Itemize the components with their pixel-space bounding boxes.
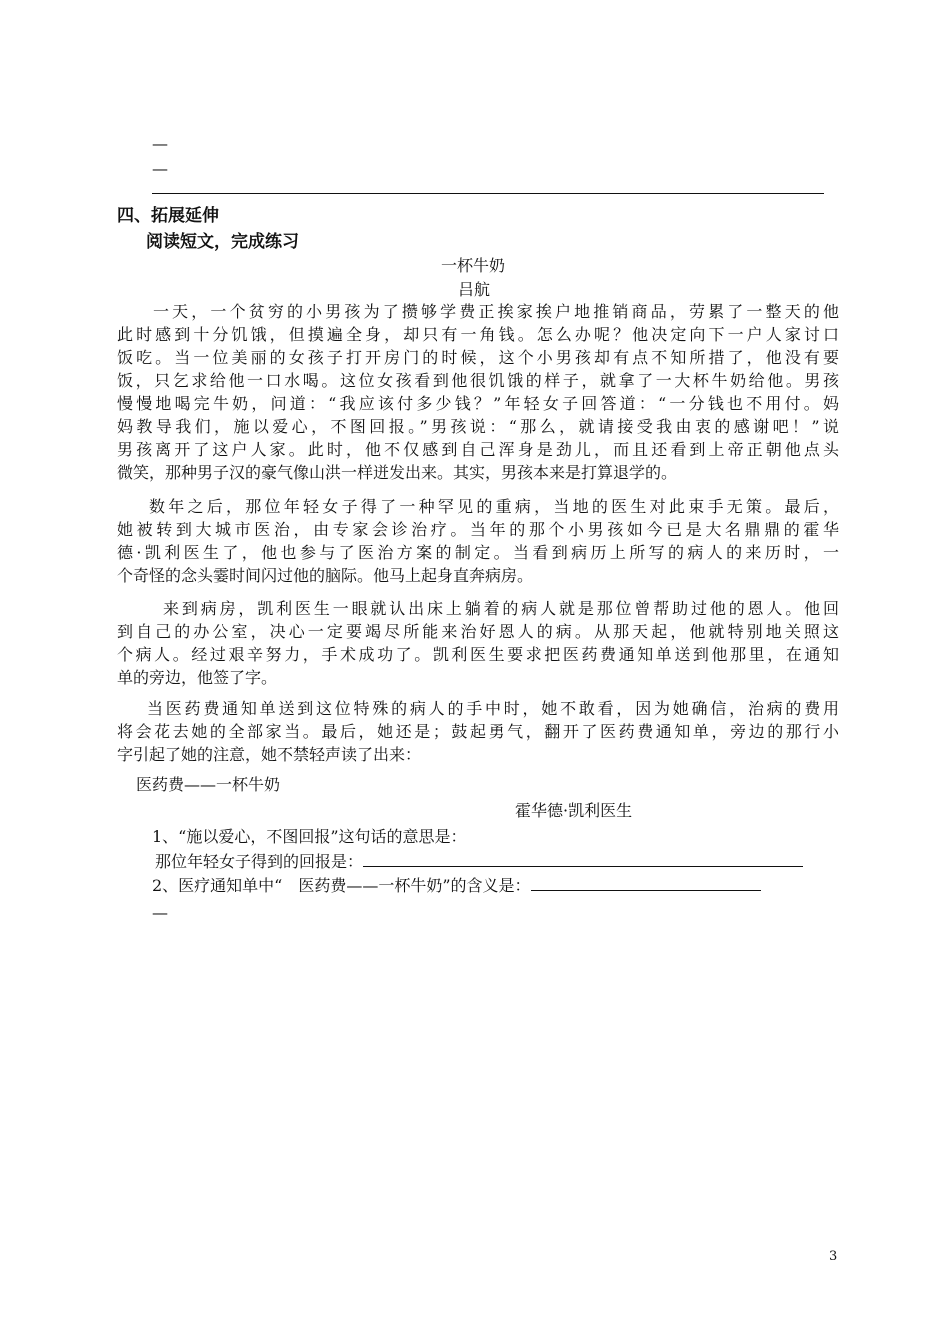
text-line: 字引起了她的注意，她不禁轻声读了出来： xyxy=(117,745,422,764)
signature: 霍华德·凯利医生 xyxy=(515,801,633,820)
article-author: 吕航 xyxy=(458,280,491,299)
text-line: 来到病房，凯利医生一眼就认出床上躺着的病人就是那位曾帮助过他的恩人。他回 xyxy=(163,599,839,618)
text-line: 饭，只乞求给他一口水喝。这位女孩看到他很饥饿的样子，就拿了一大杯牛奶给他。男孩 xyxy=(117,371,839,390)
text-line: 妈教导我们，施以爱心，不图回报。”男孩说：“那么，就请接受我由衷的感谢吧！”说 xyxy=(117,417,839,436)
page-number: 3 xyxy=(829,1249,838,1264)
article-paragraph-1 xyxy=(117,300,839,484)
text-line: 一天，一个贫穷的小男孩为了攒够学费正挨家挨户地推销商品，劳累了一整天的他 xyxy=(153,302,839,321)
text-line: 个奇怪的念头霎时间闪过他的脑际。他马上起身直奔病房。 xyxy=(117,566,534,585)
text-line: 她被转到大城市医治，由专家会诊治疗。当年的那个小男孩如今已是大名鼎鼎的霍华 xyxy=(117,520,839,539)
section-heading: 四、拓展延伸 xyxy=(117,206,219,226)
question-1-sub xyxy=(155,849,803,872)
text-line: 将会花去她的全部家当。最后，她还是；鼓起勇气，翻开了医药费通知单，旁边的那行小 xyxy=(117,722,839,741)
question-1: 1、“施以爱心，不图回报”这句话的意思是： xyxy=(152,827,467,846)
text-line: 饭吃。当一位美丽的女孩子打开房门的时候，这个小男孩却有点不知所措了，他没有要 xyxy=(117,348,839,367)
text-line: 男孩离开了这户人家。此时，他不仅感到自己浑身是劲儿，而且还看到上帝正朝他点头 xyxy=(117,440,839,459)
section-instruction: 阅读短文，完成练习 xyxy=(146,232,299,252)
article-paragraph-2 xyxy=(117,495,839,587)
answer-line xyxy=(152,193,824,194)
text-line: 到自己的办公室，决心一定要竭尽所能来治好恩人的病。从那天起，他就特别地关照这 xyxy=(117,622,839,641)
question-2 xyxy=(152,873,761,896)
answer-dash: — xyxy=(152,159,168,178)
question-1-sub-label: 那位年轻女子得到的回报是： xyxy=(155,852,364,871)
question-2-label: 2、医疗通知单中“ 医药费——一杯牛奶”的含义是： xyxy=(152,876,531,895)
text-line: 慢慢地喝完牛奶，问道：“我应该付多少钱？”年轻女子回答道：“一分钱也不用付。妈 xyxy=(117,394,839,413)
answer-dash: — xyxy=(152,134,168,153)
answer-blank[interactable] xyxy=(531,874,761,891)
text-line: 微笑，那种男子汉的豪气像山洪一样迸发出来。其实，男孩本来是打算退学的。 xyxy=(117,463,678,482)
answer-blank[interactable] xyxy=(363,850,803,867)
article-paragraph-4 xyxy=(117,697,839,766)
note-line: 医药费——一杯牛奶 xyxy=(136,775,281,794)
text-line: 当医药费通知单送到这位特殊的病人的手中时，她不敢看，因为她确信，治病的费用 xyxy=(147,699,839,718)
text-line: 数年之后，那位年轻女子得了一种罕见的重病，当地的医生对此束手无策。最后， xyxy=(149,497,839,516)
text-line: 此时感到十分饥饿，但摸遍全身，却只有一角钱。怎么办呢？他决定向下一户人家讨口 xyxy=(117,325,839,344)
article-title: 一杯牛奶 xyxy=(441,256,506,275)
text-line: 个病人。经过艰辛努力，手术成功了。凯利医生要求把医药费通知单送到他那里，在通知 xyxy=(117,645,839,664)
article-paragraph-3 xyxy=(117,597,839,689)
text-line: 德·凯利医生了，他也参与了医治方案的制定。当看到病历上所写的病人的来历时，一 xyxy=(117,543,839,562)
answer-dash: — xyxy=(152,903,168,922)
text-line: 单的旁边，他签了字。 xyxy=(117,668,278,687)
